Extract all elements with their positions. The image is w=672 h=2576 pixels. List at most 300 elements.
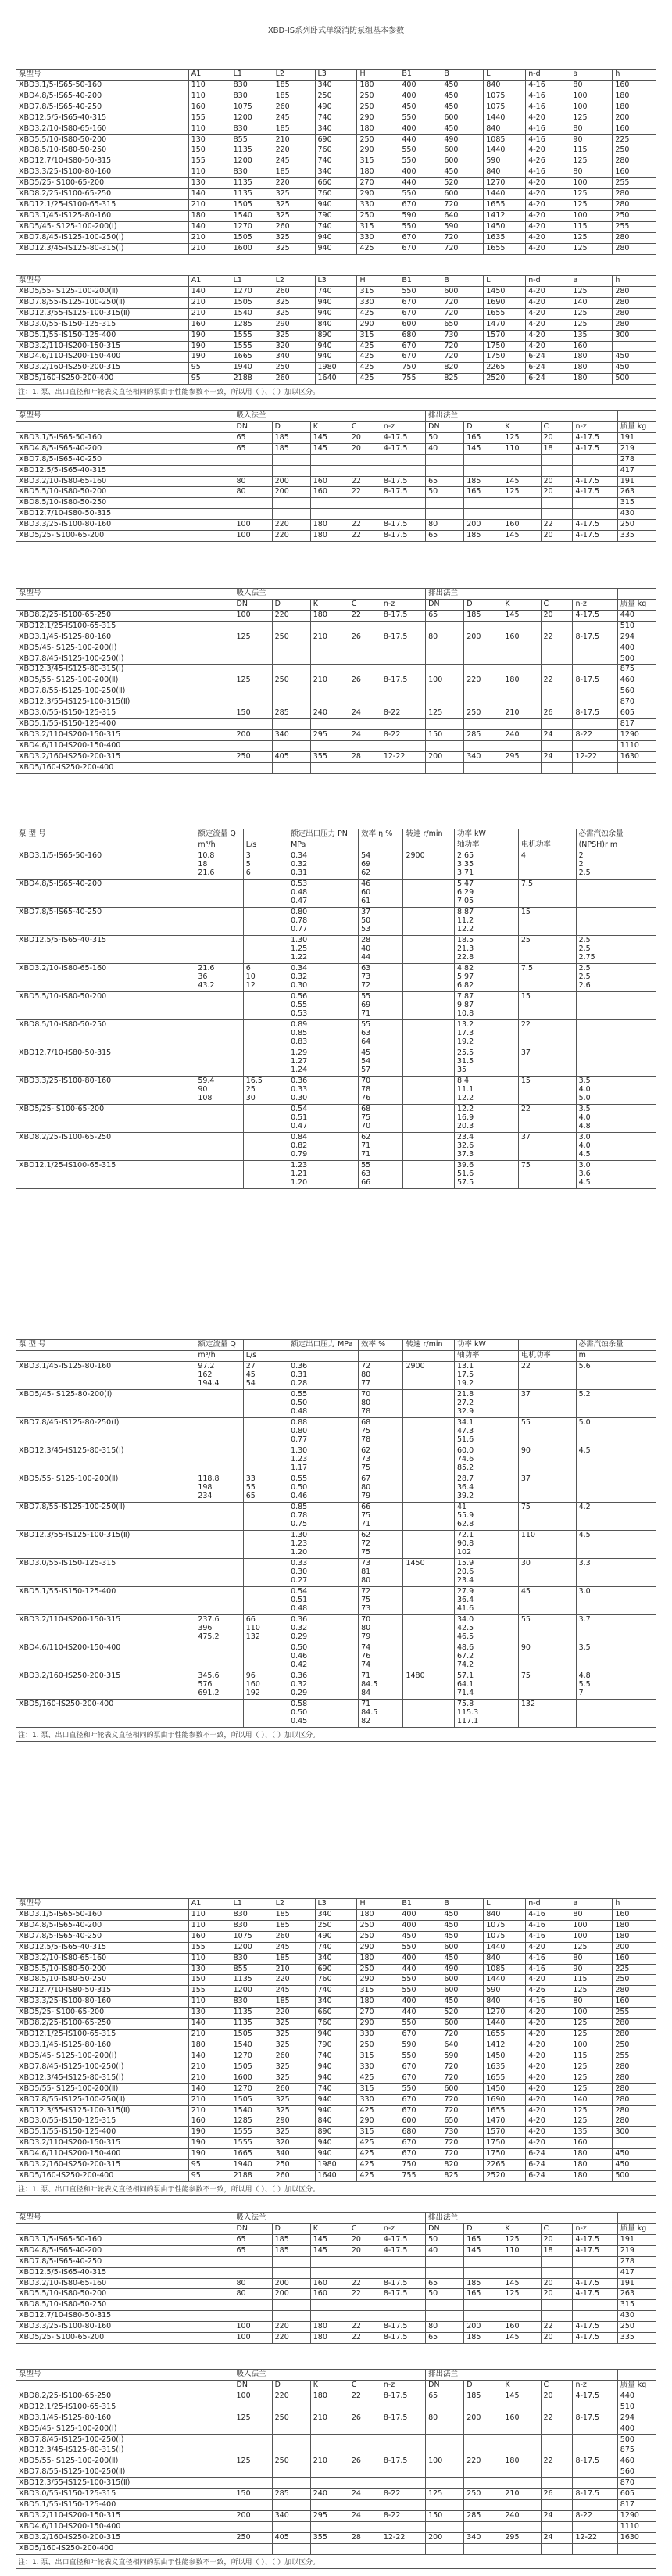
table-cell: 0.55 0.50 0.48 [288,1389,359,1417]
table-cell [617,762,656,773]
table-cell [576,991,656,1019]
table-cell [426,454,464,465]
table-cell: 4-20 [526,1942,570,1953]
table-cell: 145 [464,2245,502,2256]
table-cell: 1640 [315,374,357,385]
table-cell: 4-20 [526,286,570,297]
table-cell: 3.3 [576,1558,656,1586]
table-cell: 6-24 [526,363,570,374]
table-cell [349,2467,381,2478]
table-cell: 1940 [231,2160,273,2171]
table-row [16,2256,656,2267]
table-cell: 450 [441,80,484,91]
table-cell: 95 [188,2160,231,2171]
table-cell: 160 [188,319,231,330]
table-cell: 670 [399,2149,441,2160]
table-row [16,2234,656,2245]
table-cell: 1075 [484,102,526,113]
column-header: D [464,2380,502,2391]
table-cell [381,2500,425,2511]
table-cell: 160 [613,1997,656,2008]
table-cell [272,665,310,675]
pump-model-cell: XBD12.1/25-IS100-65-315 [16,2030,189,2040]
table-cell: 13.2 17.3 19.2 [454,1019,518,1048]
table-cell [541,2300,573,2311]
table-cell: 125 [570,1942,613,1953]
column-header: n-z [573,599,617,610]
table-cell: 1270 [231,2083,273,2094]
table-cell: 280 [613,2116,656,2127]
table-cell: 450 [399,102,441,113]
table-cell: 1570 [484,330,526,341]
table-cell: 750 [399,2160,441,2171]
table-cell [381,2311,425,2322]
table-cell: 417 [617,2267,656,2278]
table-cell: 1412 [484,210,526,221]
table-cell [573,2543,617,2554]
column-header: B [441,276,484,287]
table-cell [502,2478,541,2489]
table-cell [381,719,425,730]
column-header: 泵型号 [16,589,234,600]
table-cell: 1640 [315,2171,357,2182]
table-cell: 210 [502,2489,541,2500]
table-cell: 8-22 [381,2510,425,2521]
table-cell: 4-16 [526,1920,570,1931]
table-cell [426,2500,464,2511]
table-cell: 345.6 576 691.2 [195,1671,243,1699]
pump-model-cell: XBD12.1/25-IS100-65-315 [16,2402,234,2413]
table-cell: 315 [617,2300,656,2311]
table-row [16,156,656,167]
table-cell [381,2434,425,2445]
table-cell: 294 [617,2413,656,2424]
table-cell [541,686,573,697]
table-cell: 27.9 36.4 41.6 [454,1586,518,1614]
table-cell [272,719,310,730]
table-cell: 1135 [231,145,273,156]
table-cell: 280 [613,156,656,167]
table-cell: 1135 [231,2008,273,2019]
table-row [16,80,656,91]
table-cell: 34.0 42.5 46.5 [454,1614,518,1643]
pump-model-cell: XBD12.3/45-IS125-80-315(Ⅰ) [16,2073,189,2083]
table-cell: 140 [570,297,613,308]
column-header: C [541,2380,573,2391]
table-cell: 115 [570,221,613,232]
table-cell: 160 [613,124,656,134]
table-cell: 0.56 0.55 0.53 [288,991,359,1019]
table-cell: 1270 [231,221,273,232]
table-cell: 4-20 [526,341,570,352]
pump-model-cell: XBD12.3/45-IS125-80-315(Ⅰ) [16,2445,234,2456]
table-cell: 220 [272,2391,310,2402]
table-cell: 220 [273,2008,315,2019]
table-cell: 600 [441,189,484,200]
table-cell: 22 [349,2278,381,2289]
table-cell [573,665,617,675]
table-cell: 145 [464,443,502,454]
pump-model-cell: XBD5/160-IS250-200-400 [16,2171,189,2182]
pump-model-cell: XBD4.6/110-IS200-150-400 [16,2149,189,2160]
table-cell: 1440 [484,145,526,156]
table-cell: 12-22 [573,2532,617,2543]
table-cell: 8-22 [381,729,425,740]
column-header: H [357,1899,399,1910]
table-cell [381,686,425,697]
table-cell: 100 [570,210,613,221]
table-cell [272,686,310,697]
table-cell: 62 71 71 [359,1132,403,1160]
table-cell: 460 [617,675,656,686]
table-cell: 2900 [403,851,455,879]
table-cell: 2.65 3.35 3.71 [454,851,518,879]
table-cell: 1980 [315,363,357,374]
table-cell: 4-17.5 [573,2245,617,2256]
table-cell: 54 69 62 [359,851,403,879]
table-cell: 1690 [484,297,526,308]
pump-model-cell: XBD5.1/55-IS150-125-400 [16,719,234,730]
table-cell: 125 [570,2073,613,2083]
column-header: n-d [526,70,570,81]
table-cell: 280 [613,2019,656,2030]
table-cell: 550 [399,1942,441,1953]
table-cell: 220 [272,520,310,531]
table-cell: 27 45 54 [243,1361,288,1389]
table-cell: 18.5 21.3 22.8 [454,935,518,963]
table-cell: 125 [570,2116,613,2127]
pump-model-cell: XBD3.2/110-IS200-150-315 [16,729,234,740]
table-cell [234,2500,272,2511]
table-cell: 23.4 32.6 37.3 [454,1132,518,1160]
column-header [243,829,288,840]
table-cell: 1540 [231,210,273,221]
table-cell: 0.34 0.32 0.30 [288,963,359,991]
table-cell: 115 [570,1975,613,1986]
table-cell: 1750 [484,341,526,352]
table-cell: 263 [617,487,656,498]
table-cell [403,1132,455,1160]
table-cell: 830 [231,1909,273,1920]
table-cell: 4.8 5.5 7 [576,1671,656,1699]
table-cell: 285 [272,708,310,719]
table-cell: 840 [315,319,357,330]
table-cell: 4-20 [526,232,570,243]
table-cell: 600 [441,113,484,124]
table-cell: 330 [357,2062,399,2073]
table-cell: 0.34 0.32 0.31 [288,851,359,879]
table-cell: 260 [273,2051,315,2062]
flange-table-2 [16,588,656,774]
table-cell: 80 [570,1997,613,2008]
table-cell [195,879,243,907]
table-cell: 20 [541,432,573,443]
table-cell: 0.55 0.50 0.46 [288,1474,359,1502]
table-cell: 185 [464,2391,502,2402]
pump-model-cell: XBD5.5/10-IS80-50-200 [16,2289,234,2300]
table-cell: 155 [188,1942,231,1953]
table-cell: 13.1 17.5 19.2 [454,1361,518,1389]
table-cell [310,740,349,751]
flange-table-1 [16,410,656,542]
table-cell: 185 [464,531,502,542]
table-row [16,2245,656,2256]
column-header: L2 [273,70,315,81]
table-cell: 160 [310,2278,349,2289]
table-cell [272,643,310,654]
table-cell: 4-16 [526,134,570,145]
table-cell: 130 [188,1964,231,1975]
table-cell [310,2402,349,2413]
table-cell: 21.8 27.2 32.9 [454,1389,518,1417]
column-header: a [570,276,613,287]
table-row [16,1530,656,1558]
column-header: 泵型号 [16,70,189,81]
table-cell: 1470 [484,2116,526,2127]
table-cell: 210 [188,2094,231,2105]
table-cell: 0.84 0.82 0.79 [288,1132,359,1160]
pump-model-cell: XBD12.3/45-IS125-80-315(Ⅰ) [16,1446,195,1474]
table-cell: 28 [349,751,381,762]
table-cell: 4-20 [526,297,570,308]
table-cell [502,454,541,465]
pump-model-cell: XBD3.3/25-IS100-80-160 [16,1076,195,1104]
table-cell [272,654,310,665]
column-header: L [484,276,526,287]
pump-model-cell: XBD12.7/10-IS80-50-315 [16,156,189,167]
table-row [16,189,656,200]
table-cell [234,2311,272,2322]
table-cell: 4-20 [526,2138,570,2149]
table-cell: 140 [188,221,231,232]
table-cell: 155 [188,113,231,124]
column-header: D [464,2223,502,2234]
table-cell: 280 [613,2030,656,2040]
table-cell: 280 [613,243,656,254]
table-cell: 0.58 0.50 0.45 [288,1699,359,1727]
table-cell [243,1558,288,1586]
table-cell [381,454,425,465]
column-header: 额定出口压力 PN [288,829,359,840]
pump-model-cell: XBD5.5/10-IS80-50-200 [16,134,189,145]
table-cell: 1075 [484,1920,526,1931]
table-cell: 180 [613,91,656,102]
table-cell: 22 [349,610,381,621]
pump-model-cell: XBD4.8/5-IS65-40-200 [16,1920,189,1931]
table-cell: 740 [315,2051,357,2062]
table-cell: 520 [441,2008,484,2019]
column-header: n-z [381,2380,425,2391]
pump-model-cell: XBD12.7/10-IS80-50-315 [16,1986,189,1997]
table-cell: 440 [617,610,656,621]
table-cell [464,686,502,697]
table-cell: 200 [426,2532,464,2543]
column-header: H [357,276,399,287]
table-cell: 720 [441,232,484,243]
pump-model-cell: XBD3.2/160-IS250-200-315 [16,2532,234,2543]
table-cell: 90 [570,134,613,145]
table-cell [310,762,349,773]
table-cell: 115 [570,2051,613,2062]
table-cell: 100 [234,610,272,621]
table-cell: 80 [570,124,613,134]
table-cell [381,2543,425,2554]
table-cell: 1750 [484,352,526,363]
table-cell: 0.33 0.30 0.27 [288,1558,359,1586]
column-header: K [502,2380,541,2391]
table-cell: 315 [357,2051,399,2062]
table-row [16,2149,656,2160]
table-cell: 1.30 1.25 1.22 [288,935,359,963]
table-row [16,1446,656,1474]
table-cell: 185 [273,1953,315,1964]
table-cell: 125 [570,2105,613,2116]
table-cell: 1505 [231,200,273,211]
table-cell: 0.54 0.51 0.48 [288,1586,359,1614]
table-cell: 65 [234,2234,272,2245]
column-header: m³/h [195,840,243,851]
pump-model-cell: XBD3.2/10-IS80-65-160 [16,963,195,991]
table-cell: 825 [441,2171,484,2182]
column-header: L2 [273,1899,315,1910]
table-cell [403,1076,455,1104]
pump-model-cell: XBD8.2/25-IS100-65-250 [16,1132,195,1160]
table-row [16,2478,656,2489]
table-cell [403,1502,455,1530]
table-header-row [16,276,656,287]
table-cell: 26 [541,708,573,719]
performance-table-2 [16,1339,656,1742]
table-cell: 15 [518,991,576,1019]
column-header: 泵 型 号 [16,1340,195,1351]
table-cell [272,2424,310,2434]
table-cell: 18 [541,443,573,454]
table-cell: 1440 [484,113,526,124]
table-cell: 210 [310,2456,349,2467]
table-cell: 245 [273,156,315,167]
table-cell [403,1104,455,1132]
table-cell: 4-17.5 [381,2245,425,2256]
table-cell: 1135 [231,1975,273,1986]
pump-model-cell: XBD3.1/45-IS125-80-160 [16,632,234,643]
table-cell [573,2521,617,2532]
table-cell [234,686,272,697]
pump-model-cell: XBD3.1/5-IS65-50-160 [16,80,189,91]
pump-model-cell: XBD12.5/5-IS65-40-315 [16,2267,234,2278]
table-row [16,297,656,308]
table-cell: 2520 [484,2171,526,2182]
pump-model-cell: XBD7.8/55-IS125-100-250(Ⅱ) [16,297,189,308]
table-cell: 1570 [484,2127,526,2138]
table-cell [381,643,425,654]
pump-model-cell: XBD7.8/55-IS125-100-250(Ⅱ) [16,2467,234,2478]
column-header: C [349,2380,381,2391]
table-cell: 125 [234,2456,272,2467]
table-cell: 210 [188,2105,231,2116]
table-cell: 115 [570,145,613,156]
table-cell: 1075 [231,102,273,113]
table-cell [464,2478,502,2489]
table-row [16,2094,656,2105]
table-cell: 2188 [231,374,273,385]
table-cell: 185 [273,80,315,91]
table-cell [426,498,464,509]
table-cell [310,509,349,520]
table-cell: 160 [613,167,656,178]
table-cell: 180 [570,374,613,385]
table-cell: 4-20 [526,243,570,254]
table-cell [234,498,272,509]
table-cell: 550 [399,1986,441,1997]
table-cell: 820 [441,2160,484,2171]
table-row [16,330,656,341]
column-header: DN [234,599,272,610]
table-cell: 670 [399,2030,441,2040]
table-cell: 840 [484,80,526,91]
table-cell: 720 [441,2062,484,2073]
table-cell [464,2434,502,2445]
table-cell [541,454,573,465]
table-cell: 135 [570,2127,613,2138]
column-header: m [576,1350,656,1361]
table-cell: 1.30 1.23 1.17 [288,1446,359,1474]
table-cell [464,2521,502,2532]
table-cell: 210 [310,2413,349,2424]
pump-model-cell: XBD7.8/45-IS125-100-250(Ⅰ) [16,2434,234,2445]
table-cell: 210 [188,308,231,319]
table-cell: 185 [464,610,502,621]
pump-model-cell: XBD12.1/25-IS100-65-315 [16,621,234,632]
table-row [16,1474,656,1502]
table-row [16,2289,656,2300]
table-cell: 4-17.5 [573,2333,617,2344]
table-cell: 450 [441,1909,484,1920]
table-cell: 3.0 3.6 4.5 [576,1160,656,1188]
table-row [16,1997,656,2008]
table-row [16,1132,656,1160]
table-cell [195,1586,243,1614]
column-header: 泵型号 [16,1899,189,1910]
table-cell [349,2521,381,2532]
table-cell: 245 [273,1942,315,1953]
pump-model-cell: XBD3.3/25-IS100-80-160 [16,167,189,178]
table-cell [426,719,464,730]
table-row [16,124,656,134]
table-cell: 4-20 [526,2073,570,2083]
table-cell: 75 [518,1160,576,1188]
table-cell: 4-20 [526,200,570,211]
table-cell: 125 [570,2030,613,2040]
table-row [16,2278,656,2289]
table-cell: 325 [273,2094,315,2105]
table-cell: 940 [315,2030,357,2040]
table-cell: 160 [502,632,541,643]
table-cell: 840 [315,2116,357,2127]
table-cell: 4.5 [576,1446,656,1474]
table-cell: 425 [357,2073,399,2083]
table-cell: 125 [570,319,613,330]
table-cell: 22 [349,531,381,542]
table-cell [576,1048,656,1076]
table-note: 注：1. 泵、出口直径和叶轮表义直径相同的泵由于性能参数不一致，所以用（ ）、（ ）加以区分。 [16,2182,656,2196]
table-cell: 90 [518,1643,576,1671]
pump-model-cell: XBD3.1/45-IS125-80-160 [16,1361,195,1389]
table-cell: 690 [315,1964,357,1975]
table-cell: 191 [617,2278,656,2289]
table-cell: 250 [273,2160,315,2171]
table-cell [464,654,502,665]
table-cell: 450 [613,2160,656,2171]
